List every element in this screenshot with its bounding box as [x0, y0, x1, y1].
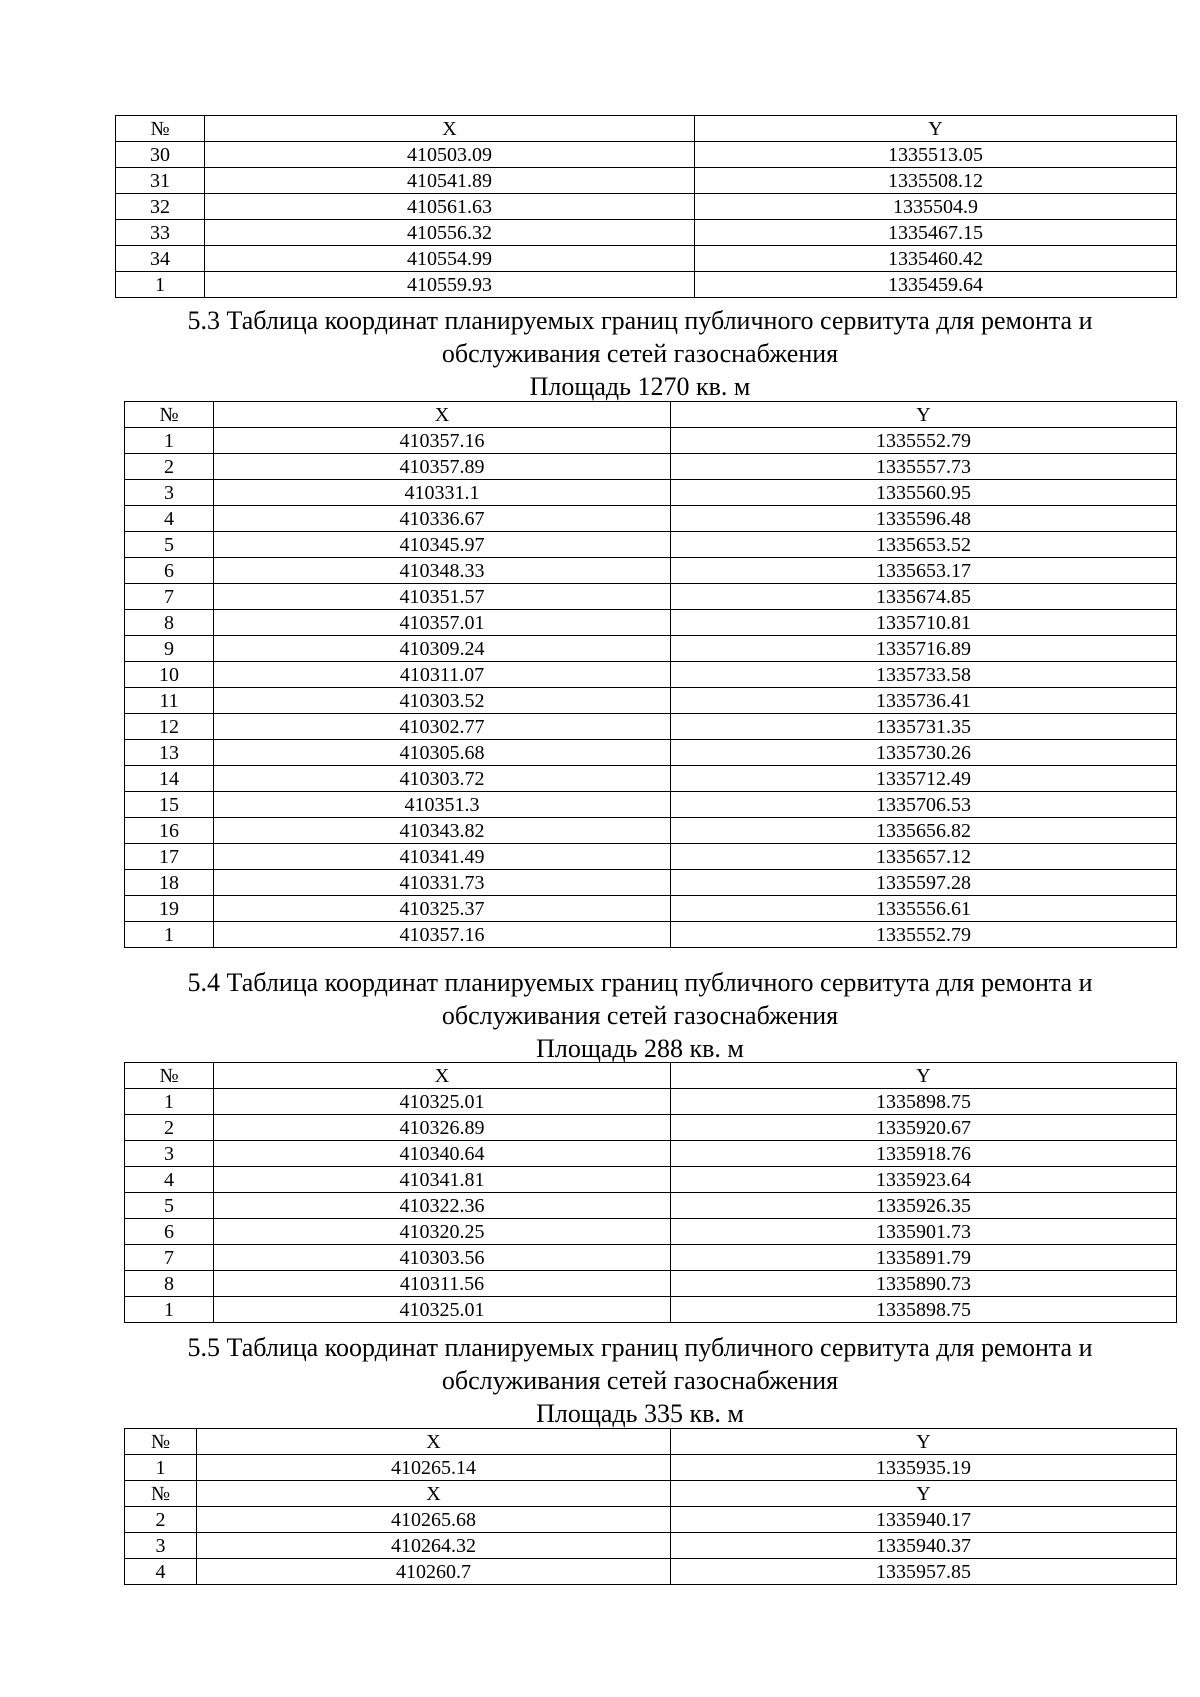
y-coordinate-cell: 1335460.42 — [695, 246, 1177, 272]
header-x: X — [214, 1063, 671, 1089]
y-coordinate-cell: 1335552.79 — [671, 428, 1177, 454]
table-row — [116, 168, 1177, 194]
table-row — [125, 1559, 1177, 1585]
section-title-line1: 5.4 Таблица координат планируемых границ публичного сервитута для ремонта и — [187, 968, 1093, 997]
table-row — [125, 1115, 1177, 1141]
point-number-cell: 17 — [125, 844, 214, 870]
table-row — [125, 1193, 1177, 1219]
table-row — [125, 1219, 1177, 1245]
y-coordinate-cell: 1335730.26 — [671, 740, 1177, 766]
header-y: Y — [695, 116, 1177, 142]
point-number-cell: 3 — [125, 480, 214, 506]
x-coordinate-cell: 410561.63 — [205, 194, 695, 220]
area-label: Площадь 1270 кв. м — [529, 372, 751, 401]
table-row — [116, 142, 1177, 168]
y-coordinate-cell: 1335890.73 — [671, 1271, 1177, 1297]
table-row — [125, 766, 1177, 792]
y-coordinate-cell: 1335706.53 — [671, 792, 1177, 818]
x-coordinate-cell: 410357.01 — [214, 610, 671, 636]
y-coordinate-cell: 1335940.37 — [671, 1533, 1177, 1559]
x-coordinate-cell: 410345.97 — [214, 532, 671, 558]
y-coordinate-cell: 1335656.82 — [671, 818, 1177, 844]
x-coordinate-cell: 410309.24 — [214, 636, 671, 662]
x-coordinate-cell: 410302.77 — [214, 714, 671, 740]
header-y: Y — [671, 402, 1177, 428]
y-coordinate-cell: 1335926.35 — [671, 1193, 1177, 1219]
y-coordinate-cell: 1335653.52 — [671, 532, 1177, 558]
point-number-cell: 1 — [116, 272, 205, 298]
header-number: № — [125, 1063, 214, 1089]
y-coordinate-cell: 1335504.9 — [695, 194, 1177, 220]
x-coordinate-cell: 410357.89 — [214, 454, 671, 480]
x-coordinate-cell: 410357.16 — [214, 922, 671, 948]
point-number-cell: 9 — [125, 636, 214, 662]
x-coordinate-cell: 410331.73 — [214, 870, 671, 896]
y-coordinate-cell: 1335712.49 — [671, 766, 1177, 792]
x-coordinate-cell: 410503.09 — [205, 142, 695, 168]
point-number-cell: № — [125, 1481, 197, 1507]
point-number-cell: 19 — [125, 896, 214, 922]
x-coordinate-cell: 410559.93 — [205, 272, 695, 298]
x-coordinate-cell: 410265.68 — [197, 1507, 671, 1533]
table-row — [125, 428, 1177, 454]
table-row — [125, 844, 1177, 870]
x-coordinate-cell: 410351.57 — [214, 584, 671, 610]
point-number-cell: 4 — [125, 1559, 197, 1585]
table-header-row — [125, 402, 1177, 428]
point-number-cell: 1 — [125, 1297, 214, 1323]
y-coordinate-cell: 1335556.61 — [671, 896, 1177, 922]
x-coordinate-cell: 410325.01 — [214, 1089, 671, 1115]
table-row — [125, 1245, 1177, 1271]
point-number-cell: 10 — [125, 662, 214, 688]
table-header-row — [125, 1429, 1177, 1455]
point-number-cell: 5 — [125, 532, 214, 558]
point-number-cell: 1 — [125, 1455, 197, 1481]
header-y: Y — [671, 1429, 1177, 1455]
section-5-5-caption — [100, 1331, 1180, 1430]
y-coordinate-cell: 1335513.05 — [695, 142, 1177, 168]
table-row — [125, 636, 1177, 662]
header-x: X — [197, 1429, 671, 1455]
table-row — [125, 1167, 1177, 1193]
coordinates-table-part — [115, 115, 1177, 298]
table-row — [125, 610, 1177, 636]
x-coordinate-cell: 410303.52 — [214, 688, 671, 714]
point-number-cell: 34 — [116, 246, 205, 272]
table-row — [125, 1089, 1177, 1115]
header-number: № — [125, 402, 214, 428]
table-row — [125, 662, 1177, 688]
x-coordinate-cell: 410320.25 — [214, 1219, 671, 1245]
table-row — [116, 272, 1177, 298]
table-row — [125, 558, 1177, 584]
y-coordinate-cell: 1335920.67 — [671, 1115, 1177, 1141]
x-coordinate-cell: 410541.89 — [205, 168, 695, 194]
y-coordinate-cell: 1335508.12 — [695, 168, 1177, 194]
y-coordinate-cell: 1335957.85 — [671, 1559, 1177, 1585]
y-coordinate-cell: 1335898.75 — [671, 1089, 1177, 1115]
x-coordinate-cell: 410303.72 — [214, 766, 671, 792]
point-number-cell: 11 — [125, 688, 214, 714]
y-coordinate-cell: 1335657.12 — [671, 844, 1177, 870]
section-5-4-caption — [100, 966, 1180, 1065]
y-coordinate-cell: 1335736.41 — [671, 688, 1177, 714]
x-coordinate-cell: 410554.99 — [205, 246, 695, 272]
point-number-cell: 4 — [125, 506, 214, 532]
point-number-cell: 4 — [125, 1167, 214, 1193]
section-5-3-caption — [100, 304, 1180, 403]
y-coordinate-cell: 1335940.17 — [671, 1507, 1177, 1533]
x-coordinate-cell: 410265.14 — [197, 1455, 671, 1481]
table-row — [125, 714, 1177, 740]
y-coordinate-cell: 1335731.35 — [671, 714, 1177, 740]
point-number-cell: 2 — [125, 454, 214, 480]
point-number-cell: 7 — [125, 584, 214, 610]
y-coordinate-cell: 1335674.85 — [671, 584, 1177, 610]
x-coordinate-cell: 410305.68 — [214, 740, 671, 766]
y-coordinate-cell: 1335923.64 — [671, 1167, 1177, 1193]
point-number-cell: 6 — [125, 558, 214, 584]
table-row — [125, 1481, 1177, 1507]
x-coordinate-cell: 410326.89 — [214, 1115, 671, 1141]
table-row — [125, 896, 1177, 922]
point-number-cell: 2 — [125, 1507, 197, 1533]
table-row — [116, 220, 1177, 246]
header-number: № — [125, 1429, 197, 1455]
coordinates-table-5-4 — [124, 1062, 1177, 1323]
area-label: Площадь 288 кв. м — [536, 1034, 744, 1063]
table-row — [116, 246, 1177, 272]
point-number-cell: 12 — [125, 714, 214, 740]
point-number-cell: 1 — [125, 428, 214, 454]
x-coordinate-cell: 410341.81 — [214, 1167, 671, 1193]
section-title-line2: обслуживания сетей газоснабжения — [441, 339, 839, 368]
y-coordinate-cell: 1335560.95 — [671, 480, 1177, 506]
x-coordinate-cell: 410556.32 — [205, 220, 695, 246]
point-number-cell: 30 — [116, 142, 205, 168]
x-coordinate-cell: 410264.32 — [197, 1533, 671, 1559]
y-coordinate-cell: 1335891.79 — [671, 1245, 1177, 1271]
point-number-cell: 18 — [125, 870, 214, 896]
table-row — [125, 870, 1177, 896]
table-row — [125, 1141, 1177, 1167]
header-x: X — [205, 116, 695, 142]
point-number-cell: 32 — [116, 194, 205, 220]
x-coordinate-cell: 410325.37 — [214, 896, 671, 922]
table-row — [125, 1455, 1177, 1481]
y-coordinate-cell: 1335710.81 — [671, 610, 1177, 636]
table-row — [125, 454, 1177, 480]
x-coordinate-cell: 410351.3 — [214, 792, 671, 818]
x-coordinate-cell: X — [197, 1481, 671, 1507]
table-header-row — [125, 1063, 1177, 1089]
table-row — [125, 740, 1177, 766]
point-number-cell: 1 — [125, 922, 214, 948]
point-number-cell: 3 — [125, 1533, 197, 1559]
x-coordinate-cell: 410311.56 — [214, 1271, 671, 1297]
header-number: № — [116, 116, 205, 142]
table-row — [125, 1507, 1177, 1533]
x-coordinate-cell: 410325.01 — [214, 1297, 671, 1323]
table-row — [125, 1533, 1177, 1559]
y-coordinate-cell: 1335898.75 — [671, 1297, 1177, 1323]
header-x: X — [214, 402, 671, 428]
coordinates-table-5-3 — [124, 401, 1177, 948]
section-title-line1: 5.5 Таблица координат планируемых границ публичного сервитута для ремонта и — [187, 1333, 1093, 1362]
point-number-cell: 14 — [125, 766, 214, 792]
table-row — [125, 584, 1177, 610]
x-coordinate-cell: 410341.49 — [214, 844, 671, 870]
x-coordinate-cell: 410331.1 — [214, 480, 671, 506]
table-row — [125, 1271, 1177, 1297]
y-coordinate-cell: 1335733.58 — [671, 662, 1177, 688]
y-coordinate-cell: 1335597.28 — [671, 870, 1177, 896]
point-number-cell: 8 — [125, 1271, 214, 1297]
table-row — [125, 1297, 1177, 1323]
x-coordinate-cell: 410343.82 — [214, 818, 671, 844]
table-row — [125, 688, 1177, 714]
y-coordinate-cell: 1335552.79 — [671, 922, 1177, 948]
point-number-cell: 7 — [125, 1245, 214, 1271]
point-number-cell: 16 — [125, 818, 214, 844]
coordinates-table-5-5 — [124, 1428, 1177, 1585]
point-number-cell: 8 — [125, 610, 214, 636]
y-coordinate-cell: Y — [671, 1481, 1177, 1507]
area-label: Площадь 335 кв. м — [536, 1399, 744, 1428]
point-number-cell: 31 — [116, 168, 205, 194]
header-y: Y — [671, 1063, 1177, 1089]
y-coordinate-cell: 1335935.19 — [671, 1455, 1177, 1481]
point-number-cell: 5 — [125, 1193, 214, 1219]
point-number-cell: 1 — [125, 1089, 214, 1115]
x-coordinate-cell: 410348.33 — [214, 558, 671, 584]
table-row — [125, 792, 1177, 818]
point-number-cell: 3 — [125, 1141, 214, 1167]
y-coordinate-cell: 1335716.89 — [671, 636, 1177, 662]
point-number-cell: 33 — [116, 220, 205, 246]
section-title-line2: обслуживания сетей газоснабжения — [441, 1366, 839, 1395]
x-coordinate-cell: 410311.07 — [214, 662, 671, 688]
point-number-cell: 6 — [125, 1219, 214, 1245]
point-number-cell: 13 — [125, 740, 214, 766]
table-row — [125, 506, 1177, 532]
y-coordinate-cell: 1335459.64 — [695, 272, 1177, 298]
x-coordinate-cell: 410260.7 — [197, 1559, 671, 1585]
y-coordinate-cell: 1335653.17 — [671, 558, 1177, 584]
table-row — [125, 818, 1177, 844]
x-coordinate-cell: 410340.64 — [214, 1141, 671, 1167]
x-coordinate-cell: 410357.16 — [214, 428, 671, 454]
table-header-row — [116, 116, 1177, 142]
y-coordinate-cell: 1335596.48 — [671, 506, 1177, 532]
section-title-line1: 5.3 Таблица координат планируемых границ публичного сервитута для ремонта и — [187, 306, 1093, 335]
table-row — [125, 480, 1177, 506]
section-title-line2: обслуживания сетей газоснабжения — [441, 1001, 839, 1030]
table-row — [125, 922, 1177, 948]
y-coordinate-cell: 1335901.73 — [671, 1219, 1177, 1245]
table-row — [116, 194, 1177, 220]
point-number-cell: 15 — [125, 792, 214, 818]
y-coordinate-cell: 1335557.73 — [671, 454, 1177, 480]
x-coordinate-cell: 410322.36 — [214, 1193, 671, 1219]
point-number-cell: 2 — [125, 1115, 214, 1141]
x-coordinate-cell: 410336.67 — [214, 506, 671, 532]
y-coordinate-cell: 1335918.76 — [671, 1141, 1177, 1167]
table-row — [125, 532, 1177, 558]
x-coordinate-cell: 410303.56 — [214, 1245, 671, 1271]
y-coordinate-cell: 1335467.15 — [695, 220, 1177, 246]
